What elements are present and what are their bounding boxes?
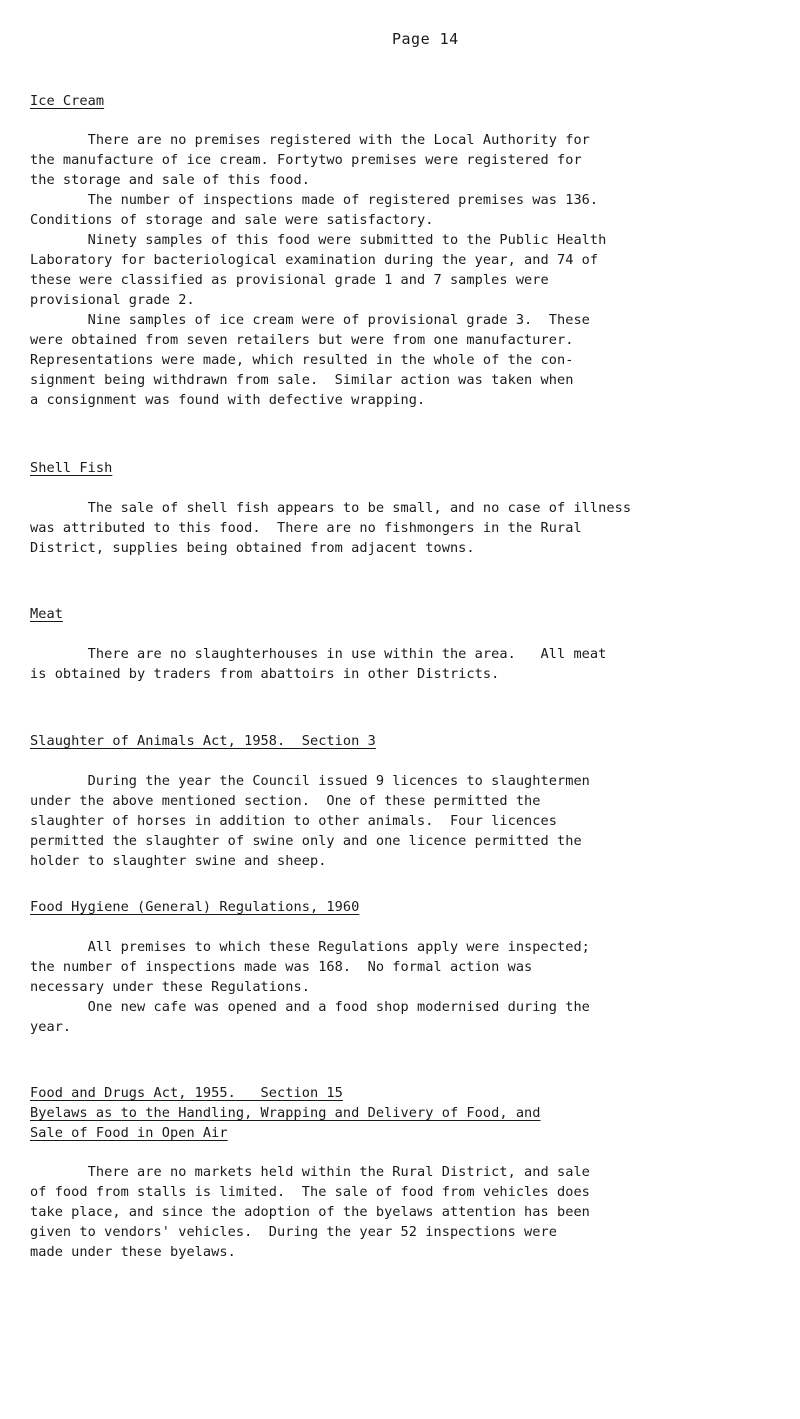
paragraph-line: One new cafe was opened and a food shop modernised during the bbox=[30, 999, 590, 1015]
paragraph-line: necessary under these Regulations. bbox=[30, 979, 310, 995]
paragraph-line: Nine samples of ice cream were of provisional grade 3. These bbox=[30, 312, 590, 328]
paragraph-line: year. bbox=[30, 1019, 72, 1035]
paragraph-line: Representations were made, which resulted in the whole of the con- bbox=[30, 352, 574, 368]
paragraph-line: The sale of shell fish appears to be small, and no case of illness bbox=[30, 500, 632, 516]
paragraph-line: signment being withdrawn from sale. Similar action was taken when bbox=[30, 372, 574, 388]
paragraph-line: There are no slaughterhouses in use within the area. All meat bbox=[30, 646, 607, 662]
paragraph-line: was attributed to this food. There are no fishmongers in the Rural bbox=[30, 520, 582, 536]
paragraph-line: of food from stalls is limited. The sale of food from vehicles does bbox=[30, 1184, 590, 1200]
paragraph-line: All premises to which these Regulations apply were inspected; bbox=[30, 939, 590, 955]
paragraph-line: provisional grade 2. bbox=[30, 292, 195, 308]
paragraph-line: these were classified as provisional grade 1 and 7 samples were bbox=[30, 272, 549, 288]
paragraph-line: Conditions of storage and sale were satisfactory. bbox=[30, 212, 434, 228]
section-heading-meat: Meat bbox=[30, 606, 63, 622]
paragraph-line: a consignment was found with defective wrapping. bbox=[30, 392, 426, 408]
section-heading-food-hygiene: Food Hygiene (General) Regulations, 1960 bbox=[30, 899, 360, 915]
paragraph-line: under the above mentioned section. One of these permitted the bbox=[30, 793, 541, 809]
paragraph-line: made under these byelaws. bbox=[30, 1244, 236, 1260]
paragraph-line: Laboratory for bacteriological examination during the year, and 74 of bbox=[30, 252, 599, 268]
paragraph-line: Ninety samples of this food were submitted to the Public Health bbox=[30, 232, 607, 248]
paragraph-line: There are no markets held within the Rural District, and sale bbox=[30, 1164, 590, 1180]
section-subheading-byelaws: Byelaws as to the Handling, Wrapping and Delivery of Food, and bbox=[30, 1105, 541, 1121]
section-subheading-open-air: Sale of Food in Open Air bbox=[30, 1125, 228, 1141]
section-heading-food-drugs-act: Food and Drugs Act, 1955. Section 15 bbox=[30, 1085, 343, 1101]
paragraph-line: There are no premises registered with the Local Authority for bbox=[30, 132, 590, 148]
page-number: Page 14 bbox=[392, 30, 459, 48]
paragraph-line: permitted the slaughter of swine only and one licence permitted the bbox=[30, 833, 582, 849]
paragraph-line: the storage and sale of this food. bbox=[30, 172, 310, 188]
paragraph-line: were obtained from seven retailers but were from one manufacturer. bbox=[30, 332, 574, 348]
paragraph-line: District, supplies being obtained from adjacent towns. bbox=[30, 540, 475, 556]
paragraph-line: The number of inspections made of registered premises was 136. bbox=[30, 192, 599, 208]
section-heading-ice-cream: Ice Cream bbox=[30, 93, 105, 109]
paragraph-line: During the year the Council issued 9 licences to slaughtermen bbox=[30, 773, 590, 789]
paragraph-line: slaughter of horses in addition to other animals. Four licences bbox=[30, 813, 557, 829]
section-heading-shell-fish: Shell Fish bbox=[30, 460, 113, 476]
paragraph-line: is obtained by traders from abattoirs in other Districts. bbox=[30, 666, 500, 682]
paragraph-line: take place, and since the adoption of the byelaws attention has been bbox=[30, 1204, 590, 1220]
paragraph-line: the manufacture of ice cream. Fortytwo premises were registered for bbox=[30, 152, 582, 168]
paragraph-line: given to vendors' vehicles. During the year 52 inspections were bbox=[30, 1224, 557, 1240]
paragraph-line: holder to slaughter swine and sheep. bbox=[30, 853, 327, 869]
paragraph-line: the number of inspections made was 168. No formal action was bbox=[30, 959, 533, 975]
section-heading-slaughter-act: Slaughter of Animals Act, 1958. Section 3 bbox=[30, 733, 376, 749]
